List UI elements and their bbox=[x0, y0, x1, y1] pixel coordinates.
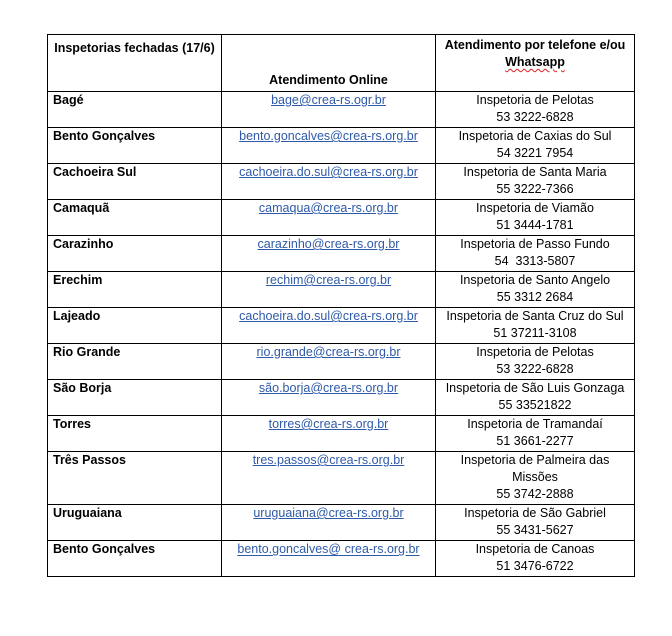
inspetoria-name: Inspetoria de Pelotas bbox=[476, 345, 594, 359]
city-cell: Lajeado bbox=[48, 308, 222, 344]
phone-cell bbox=[436, 128, 635, 164]
table-row bbox=[48, 164, 635, 200]
table-row bbox=[48, 452, 635, 505]
city-cell: Três Passos bbox=[48, 452, 222, 505]
city-cell: Rio Grande bbox=[48, 344, 222, 380]
city-cell: Bento Gonçalves bbox=[48, 128, 222, 164]
inspetoria-name: Inspetoria de Canoas bbox=[475, 542, 595, 556]
table-row bbox=[48, 505, 635, 541]
email-link[interactable]: cachoeira.do.sul@crea-rs.org.br bbox=[239, 165, 418, 179]
email-link[interactable]: uruguaiana@crea-rs.org.br bbox=[253, 506, 404, 520]
email-link[interactable]: bage@crea-rs.ogr.br bbox=[271, 93, 386, 107]
city-cell: Bagé bbox=[48, 92, 222, 128]
phone-cell bbox=[436, 92, 635, 128]
header-inspetorias-fechadas: Inspetorias fechadas (17/6) bbox=[48, 35, 222, 92]
email-cell bbox=[222, 380, 436, 416]
email-link[interactable]: carazinho@crea-rs.org.br bbox=[257, 237, 400, 251]
email-link[interactable]: são.borja@crea-rs.org.br bbox=[258, 381, 399, 395]
header-whatsapp-text: Whatsapp bbox=[505, 55, 565, 69]
inspetoria-name: Inspetoria de Tramandaí bbox=[467, 417, 603, 431]
table-row bbox=[48, 92, 635, 128]
phone-cell bbox=[436, 416, 635, 452]
email-link[interactable]: cachoeira.do.sul@crea-rs.org.br bbox=[239, 309, 418, 323]
email-cell bbox=[222, 272, 436, 308]
phone-cell bbox=[436, 380, 635, 416]
city-cell: Torres bbox=[48, 416, 222, 452]
table-row bbox=[48, 236, 635, 272]
city-cell: Cachoeira Sul bbox=[48, 164, 222, 200]
city-cell: Bento Gonçalves bbox=[48, 541, 222, 577]
phone-number: 53 3222-6828 bbox=[496, 362, 574, 376]
table-row bbox=[48, 200, 635, 236]
email-link[interactable]: rio.grande@crea-rs.org.br bbox=[256, 345, 401, 359]
email-cell bbox=[222, 416, 436, 452]
inspetoria-name: Inspetoria de Santa Cruz do Sul bbox=[446, 309, 624, 323]
table-row bbox=[48, 380, 635, 416]
phone-number: 54 3313-5807 bbox=[494, 254, 576, 268]
phone-cell bbox=[436, 272, 635, 308]
header-row bbox=[48, 35, 635, 92]
phone-number: 51 3444-1781 bbox=[496, 218, 574, 232]
table-row bbox=[48, 344, 635, 380]
phone-cell bbox=[436, 541, 635, 577]
inspetoria-name: Inspetoria de Santa Maria bbox=[463, 165, 607, 179]
email-cell bbox=[222, 308, 436, 344]
city-cell: Carazinho bbox=[48, 236, 222, 272]
inspetoria-name: Inspetoria de Pelotas bbox=[476, 93, 594, 107]
city-cell: Erechim bbox=[48, 272, 222, 308]
inspetoria-name: Inspetoria de Viamão bbox=[476, 201, 594, 215]
phone-number: 55 3222-7366 bbox=[496, 182, 574, 196]
email-cell bbox=[222, 164, 436, 200]
phone-cell bbox=[436, 236, 635, 272]
email-link[interactable]: rechim@crea-rs.org.br bbox=[265, 273, 392, 287]
phone-cell bbox=[436, 200, 635, 236]
header-telefone-text: Atendimento por telefone e/ou bbox=[444, 38, 626, 52]
table-row bbox=[48, 541, 635, 577]
inspetoria-name: Inspetoria de Passo Fundo bbox=[460, 237, 610, 251]
email-cell bbox=[222, 92, 436, 128]
phone-cell bbox=[436, 308, 635, 344]
phone-number: 51 37211-3108 bbox=[493, 326, 577, 340]
email-link[interactable]: bento.goncalves@crea-rs.org.br bbox=[239, 129, 418, 143]
inspetorias-table bbox=[47, 34, 635, 577]
inspetoria-name: Inspetoria de São Gabriel bbox=[464, 506, 606, 520]
phone-number: 55 3742-2888 bbox=[496, 487, 574, 501]
inspetoria-name: Inspetoria de Santo Angelo bbox=[459, 273, 611, 287]
table-row bbox=[48, 308, 635, 344]
email-link[interactable]: torres@crea-rs.org.br bbox=[268, 417, 389, 431]
phone-number: 51 3661-2277 bbox=[496, 434, 574, 448]
phone-number: 55 3312 2684 bbox=[496, 290, 574, 304]
phone-number: 55 3431-5627 bbox=[496, 523, 574, 537]
phone-cell bbox=[436, 344, 635, 380]
phone-number: 55 33521822 bbox=[498, 398, 572, 412]
email-cell bbox=[222, 200, 436, 236]
table-row bbox=[48, 128, 635, 164]
email-cell bbox=[222, 344, 436, 380]
table-row bbox=[48, 416, 635, 452]
phone-number: 51 3476-6722 bbox=[496, 559, 574, 573]
phone-cell bbox=[436, 164, 635, 200]
city-cell: São Borja bbox=[48, 380, 222, 416]
phone-number: 54 3221 7954 bbox=[496, 146, 574, 160]
phone-number: 53 3222-6828 bbox=[496, 110, 574, 124]
inspetoria-name: Inspetoria de São Luis Gonzaga bbox=[445, 381, 625, 395]
inspetoria-name: Inspetoria de Caxias do Sul bbox=[458, 129, 612, 143]
email-cell bbox=[222, 128, 436, 164]
city-cell: Uruguaiana bbox=[48, 505, 222, 541]
email-cell bbox=[222, 452, 436, 505]
email-link[interactable]: camaqua@crea-rs.org.br bbox=[258, 201, 399, 215]
header-atendimento-telefone bbox=[436, 35, 635, 92]
table-row bbox=[48, 272, 635, 308]
phone-cell bbox=[436, 452, 635, 505]
inspetoria-name: Inspetoria de Palmeira das Missões bbox=[460, 453, 610, 484]
email-cell bbox=[222, 236, 436, 272]
email-cell bbox=[222, 505, 436, 541]
phone-cell bbox=[436, 505, 635, 541]
email-link[interactable]: bento.goncalves@ crea-rs.org.br bbox=[237, 542, 420, 556]
city-cell: Camaquã bbox=[48, 200, 222, 236]
email-cell bbox=[222, 541, 436, 577]
header-atendimento-online: Atendimento Online bbox=[222, 35, 436, 92]
email-link[interactable]: tres.passos@crea-rs.org.br bbox=[252, 453, 405, 467]
